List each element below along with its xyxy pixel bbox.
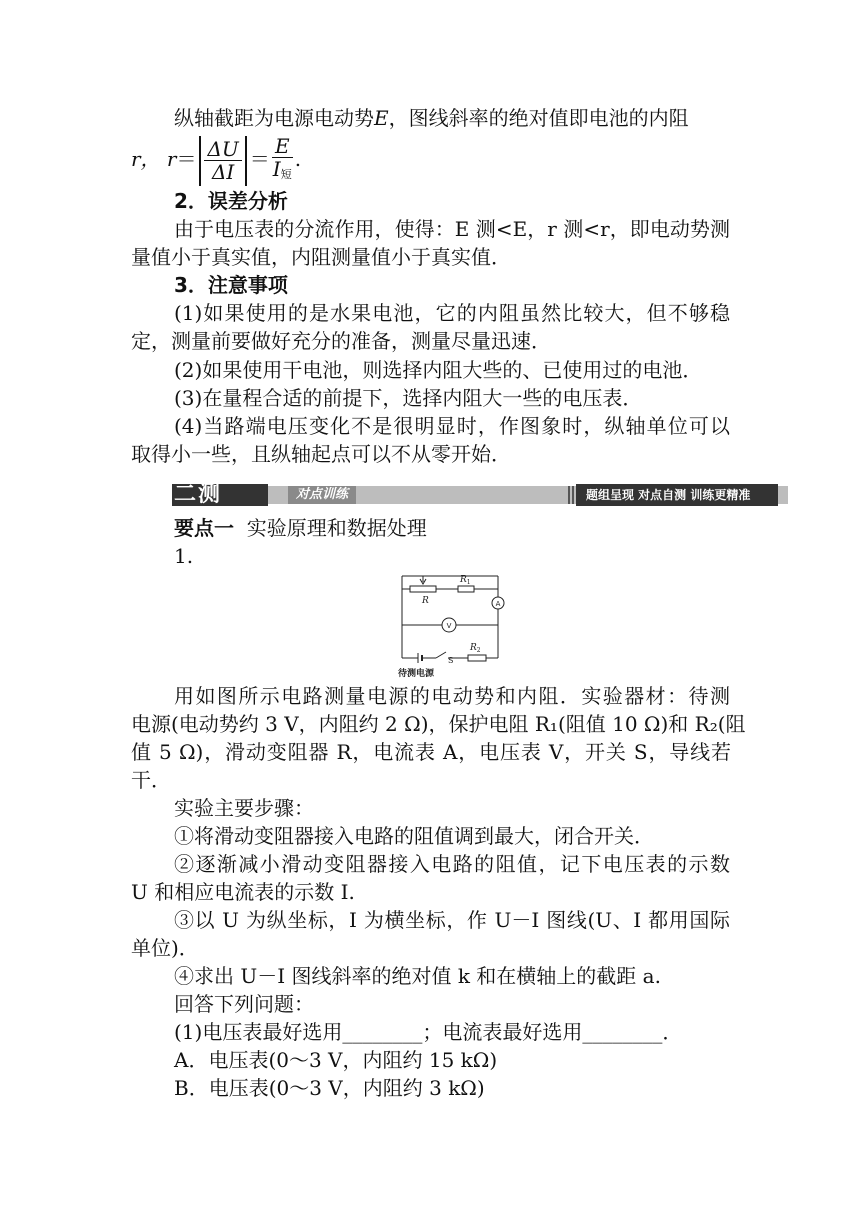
- fraction-du-di: $\frac{\Delta U}{\Delta I}$: [204, 138, 241, 183]
- section-heading-notes: 3．注意事项: [174, 273, 288, 297]
- problem-line-6: ①将滑动变阻器接入电路的阻值调到最大，闭合开关．: [174, 824, 654, 848]
- label-voltmeter: V: [446, 622, 452, 630]
- option-a: A．电压表(0～3 V，内阻约 15 kΩ): [174, 1048, 498, 1072]
- section-heading-error: 2．误差分析: [174, 189, 288, 213]
- intro-line-1: 纵轴截距为电源电动势E，图线斜率的绝对值即电池的内阻: [174, 106, 689, 130]
- problem-line-2: 电源(电动势约 3 V，内阻约 2 Ω)，保护电阻 R₁(阻值 10 Ω)和 R₂(阻: [131, 712, 746, 736]
- sec3-line-2: 定，测量前要做好充分的准备，测量尽量迅速．: [131, 329, 551, 353]
- problem-line-9: ③以 U 为纵坐标，I 为横坐标，作 U－I 图线(U、I 都用国际: [174, 908, 730, 932]
- problem-line-8: U 和相应电流表的示数 I.: [131, 880, 355, 904]
- problem-line-7: ②逐渐减小滑动变阻器接入电路的阻值，记下电压表的示数: [174, 852, 730, 876]
- problem-line-12: 回答下列问题：: [174, 992, 314, 1016]
- banner-title: 二测: [174, 482, 223, 507]
- label-r: R: [422, 596, 429, 606]
- problem-line-3: 值 5 Ω)，滑动变阻器 R，电流表 A，电压表 V，开关 S，导线若: [131, 740, 731, 764]
- sec3-line-5: (4)当路端电压变化不是很明显时，作图象时，纵轴单位可以: [174, 414, 730, 438]
- problem-line-4: 干．: [131, 768, 171, 792]
- sec3-line-3: (2)如果使用干电池，则选择内阻大些的、已使用过的电池．: [174, 358, 703, 382]
- fraction-e-i: $\frac{E}{I_短}$: [272, 134, 292, 181]
- point-heading: 要点一 实验原理和数据处理: [174, 516, 427, 540]
- problem-line-13: (1)电压表最好选用________；电流表最好选用________．: [174, 1020, 683, 1044]
- banner-subtitle: 对点训练: [288, 486, 356, 504]
- label-ammeter: A: [495, 600, 501, 608]
- problem-line-1: 用如图所示电路测量电源的电动势和内阻．实验器材：待测: [174, 684, 730, 708]
- label-r1: $R_1$: [460, 575, 471, 586]
- formula-r: r， r＝ $\frac{\Delta U}{\Delta I}$ ＝ $\frac{E}{I_短}$ .: [131, 134, 302, 184]
- option-b: B．电压表(0～3 V，内阻约 3 kΩ): [174, 1076, 485, 1100]
- sec3-line-4: (3)在量程合适的前提下，选择内阻大一些的电压表．: [174, 386, 643, 410]
- problem-line-5: 实验主要步骤：: [174, 796, 314, 820]
- circuit-diagram: [398, 566, 512, 680]
- label-switch: S: [448, 656, 454, 665]
- sec3-line-6: 取得小一些，且纵轴起点可以不从零开始．: [131, 442, 511, 466]
- sec2-line-2: 量值小于真实值，内阻测量值小于真实值．: [131, 245, 511, 269]
- label-r2: $R_2$: [470, 643, 481, 654]
- problem-line-11: ④求出 U－I 图线斜率的绝对值 k 和在横轴上的截距 a.: [174, 964, 661, 988]
- problem-line-10: 单位)．: [131, 936, 199, 960]
- sec2-line-1: 由于电压表的分流作用，使得：E 测<E，r 测<r，即电动势测: [174, 217, 730, 241]
- problem-number: 1.: [174, 544, 194, 568]
- section-banner: [172, 484, 778, 506]
- label-source: 待测电源: [398, 669, 435, 679]
- banner-right-text: 题组呈现 对点自测 训练更精准: [586, 488, 751, 502]
- sec3-line-1: (1)如果使用的是水果电池，它的内阻虽然比较大，但不够稳: [174, 301, 730, 325]
